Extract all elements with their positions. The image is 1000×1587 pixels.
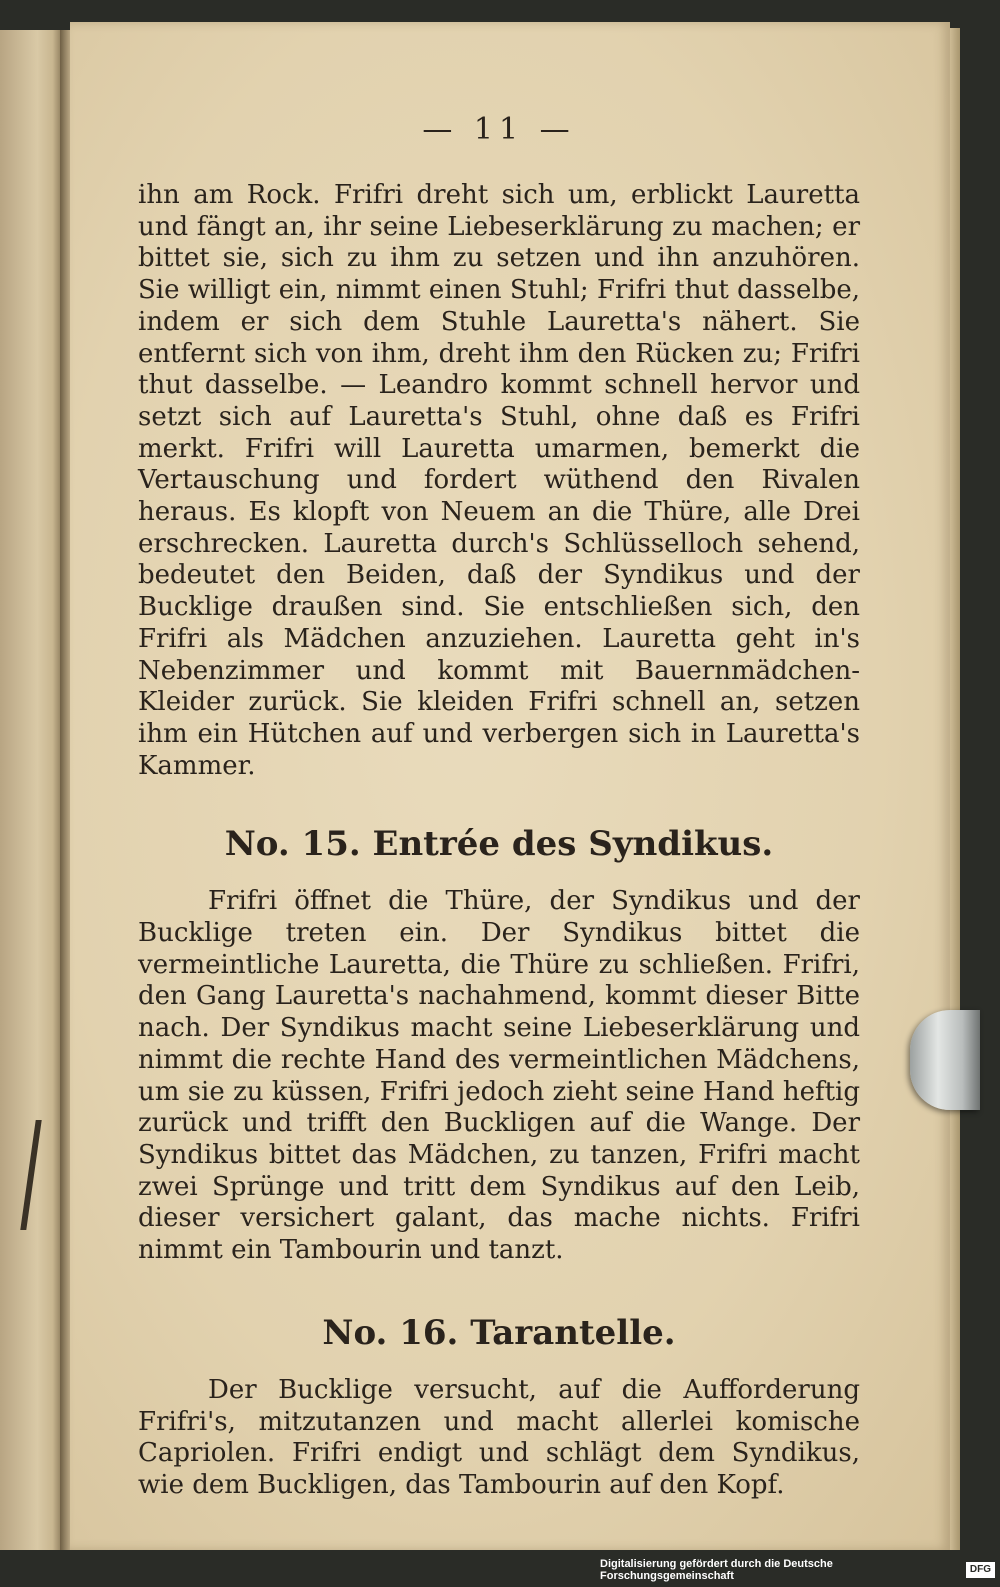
section-15-heading: No. 15. Entrée des Syndikus. (224, 824, 774, 865)
left-page-mark (20, 1120, 41, 1230)
left-page-edge (0, 30, 62, 1550)
section-16-paragraph: Der Bucklige versucht, auf die Aufforderung Frifri's, mitzutanzen und macht allerlei komische Capriolen. Frifri endigt und schlägt dem Syndikus, wie dem Buckligen, das Tambourin auf den Kopf. (138, 1374, 860, 1500)
page-content (138, 110, 860, 1502)
footer (600, 1560, 995, 1580)
page-clip (910, 1010, 980, 1110)
funding-text: Digitalisierung gefördert durch die Deutsche Forschungsgemeinschaft (600, 1558, 833, 1582)
page-number: — 11 — (422, 112, 576, 147)
intro-paragraph: ihn am Rock. Frifri dreht sich um, erblickt Lauretta und fängt an, ihr seine Liebeserklärung zu machen; er bittet sie, sich zu ihm zu setzen und ihn anzuhören. Sie willigt ein, nimmt einen Stuhl; Frifri thut dasselbe, indem er sich dem Stuhle Lauretta's nähert. Sie entfernt sich von ihm, dreht ihm den Rücken zu; Frifri thut dasselbe. — Leandro kommt schnell hervor und setzt sich auf Lauretta's Stuhl, ohne daß es Frifri merkt. Frifri will Lauretta umarmen, bemerkt die Vertauschung und fordert wüthend den Rivalen heraus. Es klopft von Neuem an die Thüre, alle Drei erschrecken. Lauretta durch's Schlüsselloch sehend, bedeutet den Beiden, daß der Syndikus und der Bucklige draußen sind. Sie entschließen sich, den Frifri als Mädchen anzuziehen. Lauretta geht in's Nebenzimmer und kommt mit Bauernmädchen-Kleider zurück. Sie kleiden Frifri schnell an, setzen ihm ein Hütchen auf und verbergen sich in Lauretta's Kammer. (138, 180, 860, 781)
page-stack-edge (950, 28, 960, 1550)
section-15-paragraph: Frifri öffnet die Thüre, der Syndikus und der Bucklige treten ein. Der Syndikus bittet die vermeintliche Lauretta, die Thüre zu schließen. Frifri, den Gang Lauretta's nachahmend, kommt dieser Bitte nach. Der Syndikus macht seine Liebeserklärung und nimmt die rechte Hand des vermeintlichen Mädchens, um sie zu küssen, Frifri jedoch zieht seine Hand heftig zurück und trifft den Buckligen auf die Wange. Der Syndikus bittet das Mädchen, zu tanzen, Frifri macht zwei Sprünge und tritt dem Syndikus auf den Leib, dieser versichert galant, das mache nichts. Frifri nimmt ein Tambourin und tanzt. (138, 886, 860, 1266)
section-16-heading: No. 16. Tarantelle. (322, 1312, 676, 1353)
dfg-logo: DFG (966, 1562, 995, 1578)
